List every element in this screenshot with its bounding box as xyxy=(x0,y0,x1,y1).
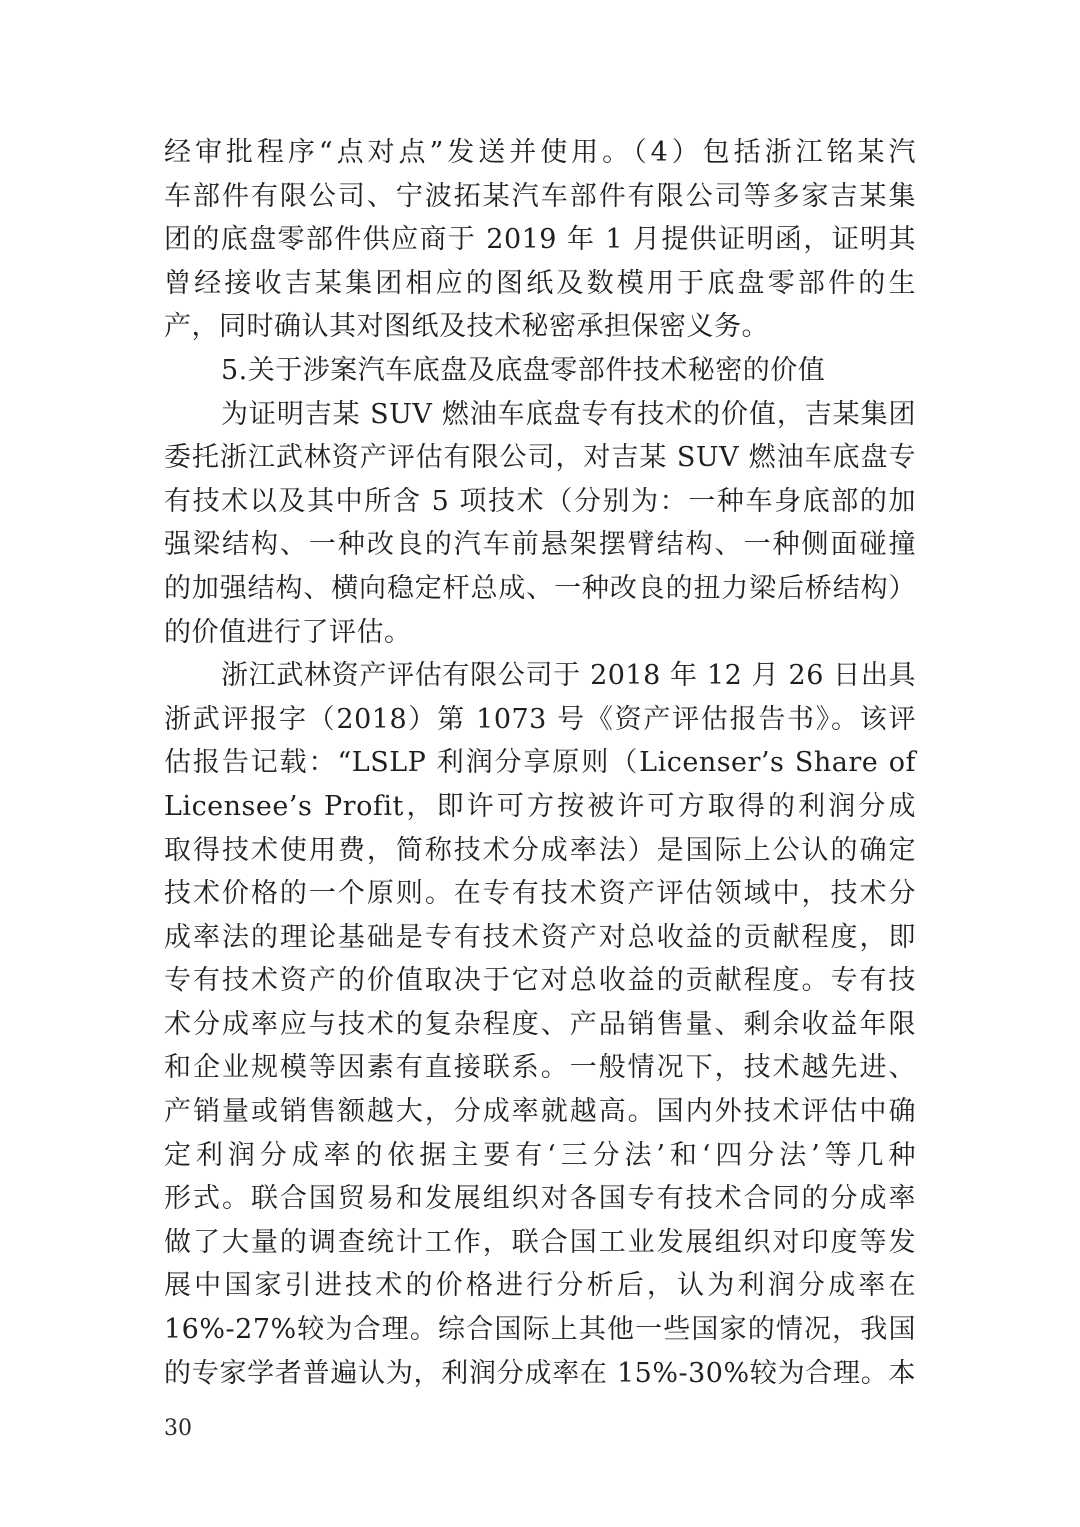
page-number: 30 xyxy=(164,1416,192,1441)
text-line: 做了大量的调查统计工作，联合国工业发展组织对印度等发 xyxy=(164,1226,916,1258)
text-line: 浙江武林资产评估有限公司于 2018 年 12 月 26 日出具 xyxy=(221,660,916,692)
text-line: 技术价格的一个原则。在专有技术资产评估领域中，技术分 xyxy=(164,878,916,910)
text-line: 的专家学者普遍认为，利润分成率在 15%-30%较为合理。本 xyxy=(164,1357,916,1389)
text-line: 强梁结构、一种改良的汽车前悬架摆臂结构、一种侧面碰撞 xyxy=(164,529,916,561)
text-line: 的加强结构、横向稳定杆总成、一种改良的扭力梁后桥结构） xyxy=(164,572,916,604)
text-line: 团的底盘零部件供应商于 2019 年 1 月提供证明函，证明其 xyxy=(164,224,916,256)
text-line: 为证明吉某 SUV 燃油车底盘专有技术的价值，吉某集团 xyxy=(221,398,916,430)
text-line: 有技术以及其中所含 5 项技术（分别为：一种车身底部的加 xyxy=(164,485,916,517)
text-line: 成率法的理论基础是专有技术资产对总收益的贡献程度，即 xyxy=(164,921,916,953)
text-line: 16%-27%较为合理。综合国际上其他一些国家的情况，我国 xyxy=(164,1314,916,1346)
text-line: 委托浙江武林资产评估有限公司，对吉某 SUV 燃油车底盘专 xyxy=(164,442,916,474)
text-line: 估报告记载：“LSLP 利润分享原则（Licenser’s Share of xyxy=(164,747,916,779)
body-text xyxy=(164,131,916,1395)
text-line: 曾经接收吉某集团相应的图纸及数模用于底盘零部件的生 xyxy=(164,267,916,299)
section-heading: 5.关于涉案汽车底盘及底盘零部件技术秘密的价值 xyxy=(221,354,826,386)
text-line: 术分成率应与技术的复杂程度、产品销售量、剩余收益年限 xyxy=(164,1008,916,1040)
text-line: 产，同时确认其对图纸及技术秘密承担保密义务。 xyxy=(164,311,769,343)
text-line: 定利润分成率的依据主要有‘三分法’和‘四分法’等几种 xyxy=(164,1139,916,1171)
text-line: 专有技术资产的价值取决于它对总收益的贡献程度。专有技 xyxy=(164,965,916,997)
text-line: 产销量或销售额越大，分成率就越高。国内外技术评估中确 xyxy=(164,1096,916,1128)
text-line: 经审批程序“点对点”发送并使用。（4）包括浙江铭某汽 xyxy=(164,137,916,168)
text-line: 浙武评报字（2018）第 1073 号《资产评估报告书》。该评 xyxy=(164,703,916,735)
text-line: 取得技术使用费，简称技术分成率法）是国际上公认的确定 xyxy=(164,834,916,866)
text-line: 展中国家引进技术的价格进行分析后，认为利润分成率在 xyxy=(164,1270,916,1302)
text-line: 和企业规模等因素有直接联系。一般情况下，技术越先进、 xyxy=(164,1052,916,1084)
text-line: 车部件有限公司、宁波拓某汽车部件有限公司等多家吉某集 xyxy=(164,180,916,212)
text-line: 形式。联合国贸易和发展组织对各国专有技术合同的分成率 xyxy=(164,1183,916,1215)
text-line: 的价值进行了评估。 xyxy=(164,616,412,648)
text-line: Licensee’s Profit，即许可方按被许可方取得的利润分成 xyxy=(164,790,916,822)
